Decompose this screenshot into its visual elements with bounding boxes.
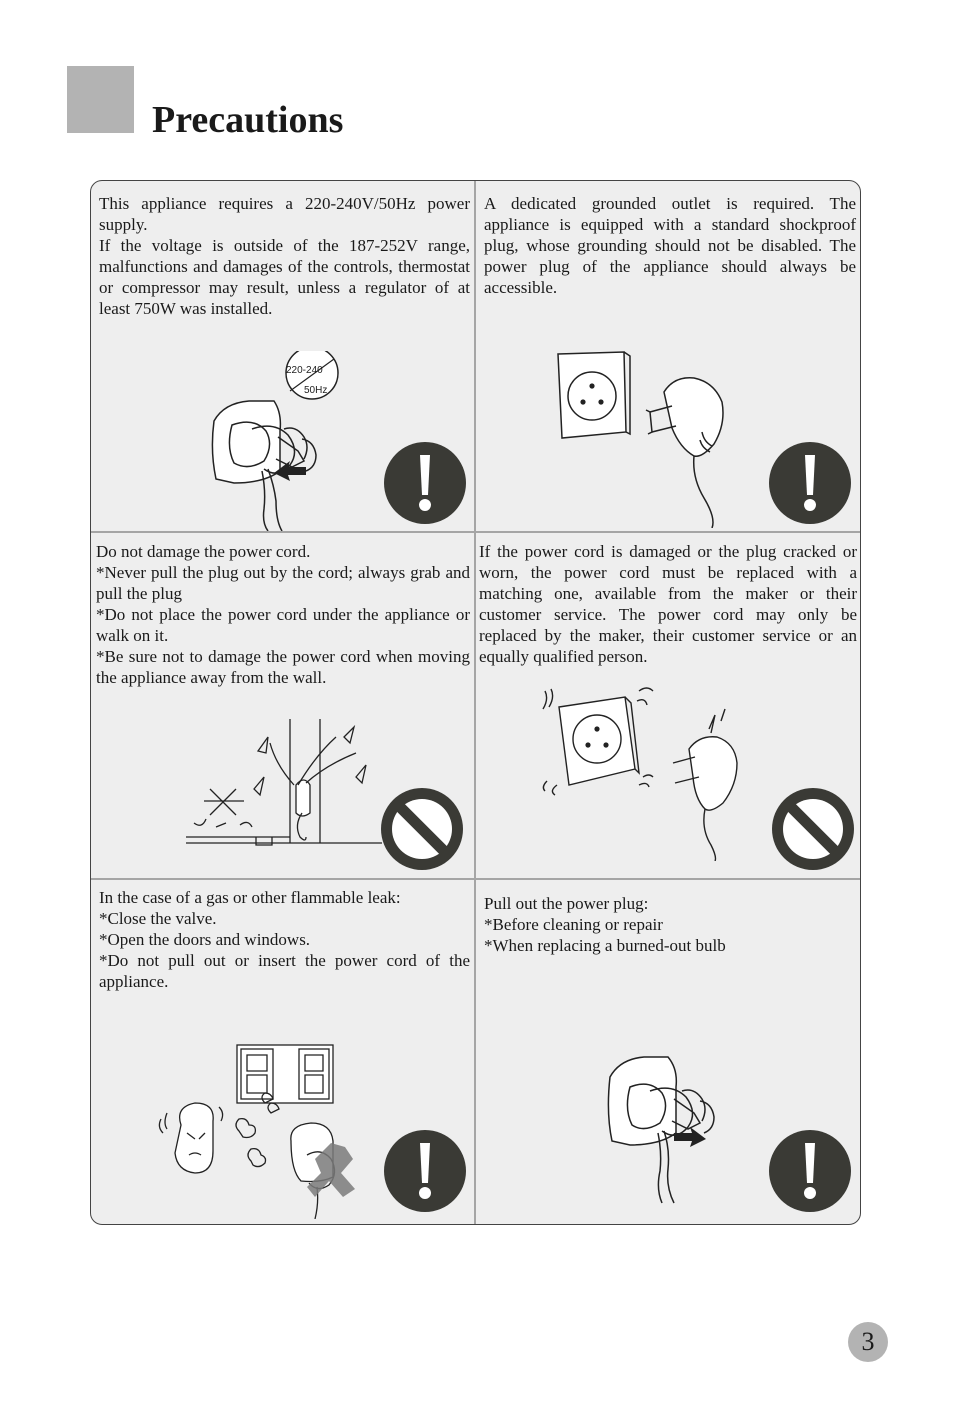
precaution-cell-grounded-outlet [484, 193, 856, 529]
cell-text: *Never pull the plug out by the cord; always grab and pull the plug [96, 563, 470, 603]
exclamation-icon [768, 1129, 852, 1213]
page-number: 3 [848, 1322, 888, 1362]
precaution-cell-damaged-cord [479, 541, 857, 875]
outlet-and-plug-illustration [554, 348, 754, 528]
header-square [67, 66, 134, 133]
cell-text: Pull out the power plug: [484, 894, 649, 913]
prohibited-icon [380, 787, 464, 871]
cracked-outlet-and-plug-illustration [539, 681, 749, 861]
cell-text: *Close the valve. [99, 909, 217, 928]
exclamation-icon [383, 1129, 467, 1213]
cell-text: In the case of a gas or other flammable leak: [99, 888, 401, 907]
cell-text: *Before cleaning or repair [484, 915, 663, 934]
cell-text: This appliance requires a 220-240V/50Hz power supply. [99, 194, 470, 234]
prohibited-icon [771, 787, 855, 871]
exclamation-icon [383, 441, 467, 525]
cell-text: *Do not place the power cord under the appliance or walk on it. [96, 605, 470, 645]
page-title: Precautions [152, 99, 344, 141]
cell-text: *Open the doors and windows. [99, 930, 311, 949]
cell-text: *Be sure not to damage the power cord when moving the appliance away from the wall. [96, 647, 470, 687]
cell-text: If the power cord is damaged or the plug cracked or worn, the power cord must be replaced with a matching one, available from the maker or their customer service. The power cord may only be replaced by the maker, their customer service or an equally qualified person. [479, 542, 857, 666]
cell-text: A dedicated grounded outlet is required. The appliance is equipped with a standard shockproof plug, whose grounding should not be disabled. The power plug of the appliance should always be accessible. [484, 194, 856, 297]
cell-text: If the voltage is outside of the 187-252V range, malfunctions and damages of the controls, thermostat or compressor may result, unless a regulator of at least 750W was installed. [99, 236, 470, 318]
grid-divider-vertical [474, 181, 476, 1224]
precaution-cell-power-supply [99, 193, 470, 529]
cell-text: Do not damage the power cord. [96, 542, 311, 561]
damaged-cord-illustration [186, 715, 386, 871]
grid-divider-horizontal [91, 878, 860, 880]
precaution-cell-gas-leak [99, 887, 470, 1221]
plug-insert-illustration [204, 351, 354, 531]
voltage-label: 220-240 [286, 365, 323, 376]
cell-text: *Do not pull out or insert the power cord of the appliance. [99, 951, 470, 991]
exclamation-icon [768, 441, 852, 525]
grid-divider-horizontal [91, 531, 860, 533]
precaution-cell-pull-plug [484, 893, 856, 1221]
gas-leak-illustration [155, 1041, 375, 1219]
precaution-cell-power-cord [96, 541, 470, 875]
frequency-label: 50Hz [304, 385, 328, 396]
cell-text: *When replacing a burned-out bulb [484, 936, 726, 955]
precautions-grid [90, 180, 861, 1225]
plug-remove-illustration [604, 1053, 754, 1213]
